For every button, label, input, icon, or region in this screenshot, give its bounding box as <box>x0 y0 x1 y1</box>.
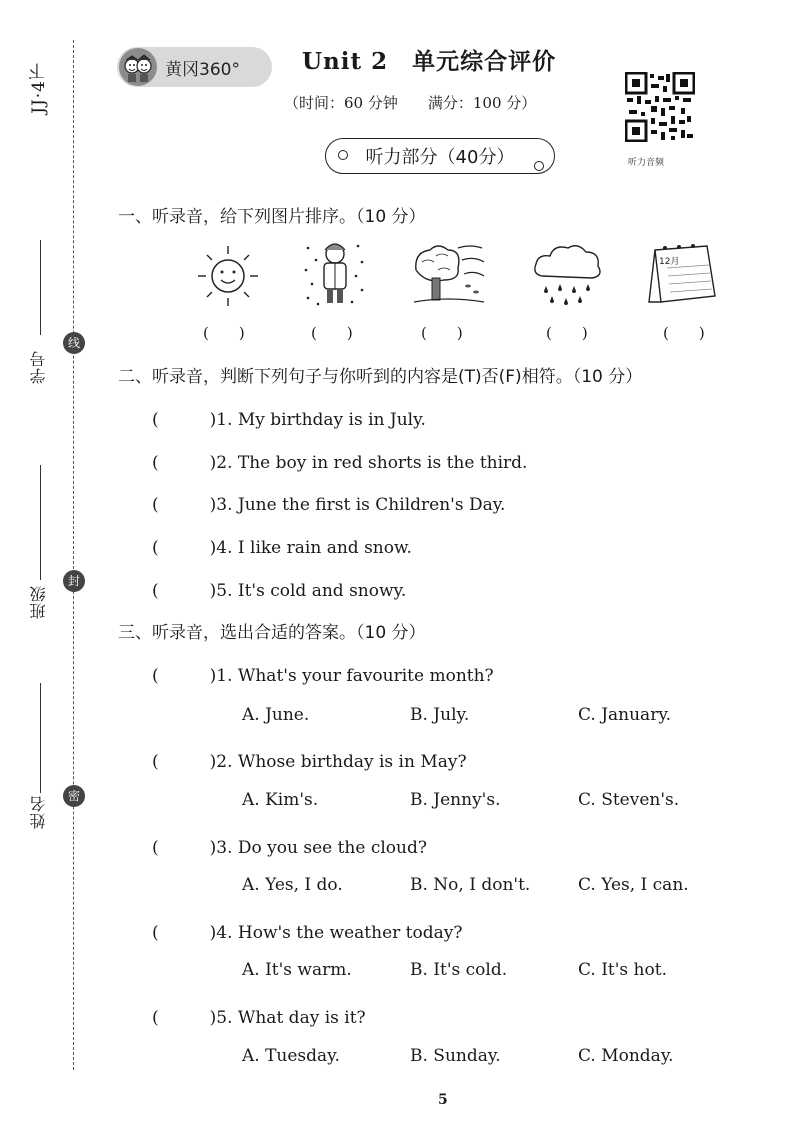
time-score-info: （时间：60 分钟 满分：100 分） <box>284 94 537 112</box>
qr-label: 听力音频 <box>628 158 665 168</box>
calendar-month-label: 12月 <box>659 257 680 267</box>
seal-secret-mark: 密 <box>63 785 85 807</box>
name-label: 姓名 <box>29 795 48 829</box>
mc-option-3a[interactable]: A. Yes, I do. <box>242 875 343 895</box>
picture-answer-3[interactable]: ( ) <box>421 324 463 342</box>
mc-option-3b[interactable]: B. No, I don't. <box>410 875 531 895</box>
snowy-person-icon <box>300 240 380 310</box>
mc-option-3c[interactable]: C. Yes, I can. <box>578 875 689 895</box>
tf-item-2[interactable]: ( )2. The boy in red shorts is the third. <box>152 453 528 473</box>
mc-option-5a[interactable]: A. Tuesday. <box>242 1046 340 1066</box>
mc-option-4c[interactable]: C. It's hot. <box>578 960 667 980</box>
logo-kids-icon <box>119 48 157 86</box>
listening-section-banner <box>325 138 555 174</box>
mc-option-5c[interactable]: C. Monday. <box>578 1046 674 1066</box>
mc-question-5[interactable]: ( )5. What day is it? <box>152 1008 366 1028</box>
mc-option-1c[interactable]: C. January. <box>578 705 672 725</box>
tf-item-3[interactable]: ( )3. June the first is Children's Day. <box>152 495 506 515</box>
student-id-label: 学号 <box>29 350 48 384</box>
windy-tree-icon <box>408 240 488 310</box>
tf-item-5[interactable]: ( )5. It's cold and snowy. <box>152 581 407 601</box>
mc-option-1a[interactable]: A. June. <box>242 705 310 725</box>
banner-left-dot <box>338 150 348 160</box>
mc-option-2c[interactable]: C. Steven's. <box>578 790 680 810</box>
class-label: 班级 <box>29 585 48 619</box>
mc-option-1b[interactable]: B. July. <box>410 705 470 725</box>
part1-heading: 一、听录音，给下列图片排序。（10 分） <box>118 207 426 227</box>
binding-dashed-line <box>73 40 74 1070</box>
name-line[interactable] <box>40 683 41 793</box>
logo-text: 黄冈360° <box>165 59 240 80</box>
picture-answer-1[interactable]: ( ) <box>203 324 245 342</box>
sun-icon <box>195 240 275 310</box>
banner-text: 听力部分（40分） <box>365 147 515 168</box>
tf-item-4[interactable]: ( )4. I like rain and snow. <box>152 538 412 558</box>
mc-question-1[interactable]: ( )1. What's your favourite month? <box>152 666 494 686</box>
seal-line-mark: 线 <box>63 332 85 354</box>
picture-answer-4[interactable]: ( ) <box>546 324 588 342</box>
calendar-icon <box>645 240 725 310</box>
class-line[interactable] <box>40 465 41 580</box>
grade-label: JJ·4下 <box>29 62 49 114</box>
mc-option-4b[interactable]: B. It's cold. <box>410 960 508 980</box>
picture-answer-5[interactable]: ( ) <box>663 324 705 342</box>
mc-question-2[interactable]: ( )2. Whose birthday is in May? <box>152 752 467 772</box>
picture-answer-2[interactable]: ( ) <box>311 324 353 342</box>
qr-code-icon[interactable] <box>625 72 695 142</box>
mc-question-4[interactable]: ( )4. How's the weather today? <box>152 923 463 943</box>
seal-seal-mark: 封 <box>63 570 85 592</box>
mc-option-4a[interactable]: A. It's warm. <box>242 960 352 980</box>
part3-heading: 三、听录音，选出合适的答案。（10 分） <box>118 623 426 643</box>
mc-question-3[interactable]: ( )3. Do you see the cloud? <box>152 838 427 858</box>
student-id-line[interactable] <box>40 240 41 335</box>
mc-option-2a[interactable]: A. Kim's. <box>242 790 319 810</box>
banner-right-dot <box>534 161 544 171</box>
publisher-logo <box>117 47 272 87</box>
mc-option-5b[interactable]: B. Sunday. <box>410 1046 501 1066</box>
page-title: Unit 2 单元综合评价 <box>302 48 557 75</box>
tf-item-1[interactable]: ( )1. My birthday is in July. <box>152 410 426 430</box>
rain-cloud-icon <box>530 240 610 310</box>
mc-option-2b[interactable]: B. Jenny's. <box>410 790 501 810</box>
part2-heading: 二、听录音，判断下列句子与你听到的内容是(T)否(F)相符。（10 分） <box>118 367 643 387</box>
page-number: 5 <box>438 1092 448 1108</box>
